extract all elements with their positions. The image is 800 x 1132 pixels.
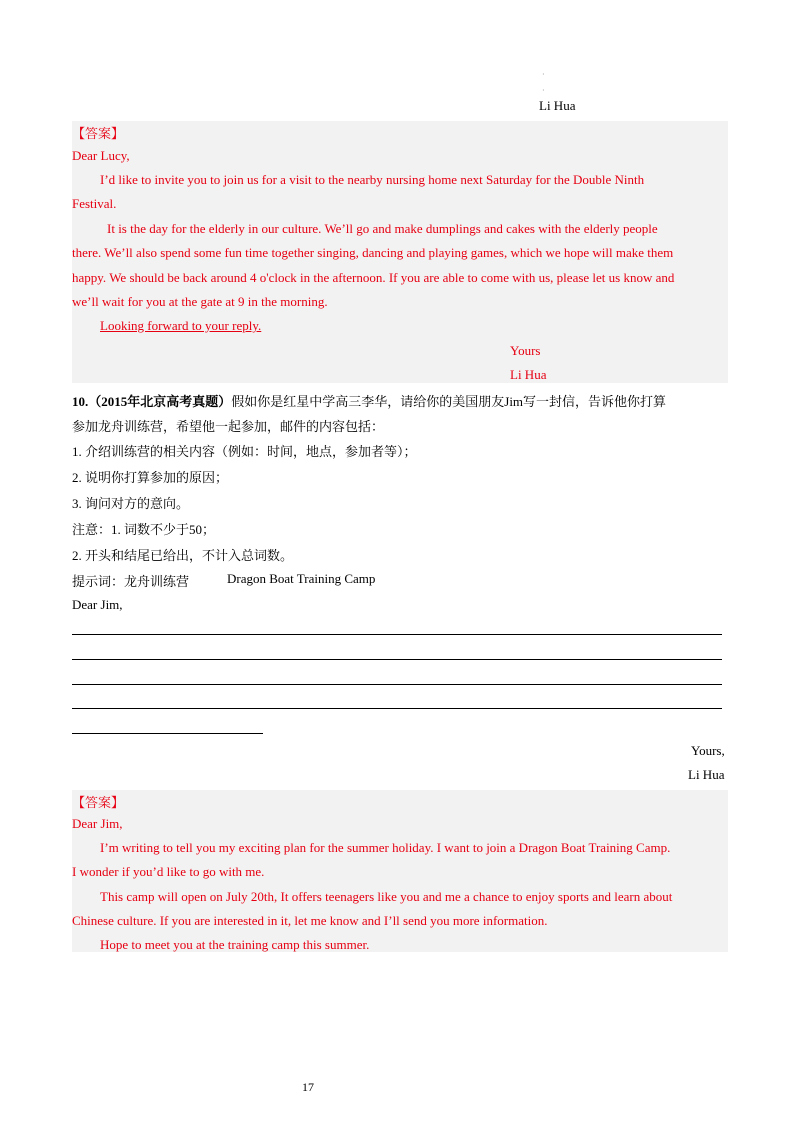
hint-label: 提示词：龙舟训练营 <box>72 574 190 589</box>
answer-closing-line: Looking forward to your reply. <box>100 318 262 333</box>
writing-line <box>72 733 263 734</box>
answer-line: This camp will open on July 20th, It offers teenagers like you and me a chance to enjoy sports and learn about <box>100 889 673 904</box>
answer-tag: 【答案】 <box>72 126 125 141</box>
answer-line: It is the day for the elderly in our culture. We’ll go and make dumplings and cakes with the elderly people <box>107 221 658 236</box>
answer-sign-off: Yours <box>510 343 541 358</box>
writing-line <box>72 634 722 635</box>
stray-mark: · <box>542 86 545 95</box>
requirement-item: 2. 说明你打算参加的原因； <box>72 470 229 485</box>
requirement-item: 3. 询问对方的意向。 <box>72 496 190 511</box>
writing-line <box>72 684 722 685</box>
answer-line: Festival. <box>72 196 117 211</box>
answer-line: I wonder if you’d like to go with me. <box>72 864 265 879</box>
question-prompt: 假如你是红星中学高三李华，请给你的美国朋友Jim写一封信，告诉他你打算 <box>231 394 667 409</box>
answer-name: Li Hua <box>510 367 547 382</box>
answer-line: there. We’ll also spend some fun time together singing, dancing and playing games, which we hope will make them <box>72 245 674 260</box>
writing-line <box>72 659 722 660</box>
stray-mark: · <box>542 70 545 79</box>
answer-line: I’m writing to tell you my exciting plan for the summer holiday. I want to join a Dragon Boat Training Camp. <box>100 840 671 855</box>
requirement-item: 1. 介绍训练营的相关内容（例如：时间，地点，参加者等）； <box>72 444 417 459</box>
hint-term: Dragon Boat Training Camp <box>227 571 376 586</box>
note-line: 2. 开头和结尾已给出，不计入总词数。 <box>72 548 294 563</box>
page-number: 17 <box>302 1080 314 1094</box>
answer-line: Chinese culture. If you are interested in it, let me know and I’ll send you more information. <box>72 913 548 928</box>
answer-tag: 【答案】 <box>72 795 125 810</box>
answer-line: I’d like to invite you to join us for a visit to the nearby nursing home next Saturday for the Double Ninth <box>100 172 645 187</box>
note-line: 注意：1. 词数不少于50； <box>72 522 216 537</box>
question-prompt-line <box>72 391 666 410</box>
prev-signature-name: Li Hua <box>539 98 576 113</box>
letter-greeting: Dear Jim, <box>72 597 123 612</box>
answer-line: happy. We should be back around 4 o'clock in the afternoon. If you are able to come with us, please let us know and <box>72 270 675 285</box>
answer-greeting: Dear Jim, <box>72 816 123 831</box>
writing-line <box>72 708 722 709</box>
answer-greeting: Dear Lucy, <box>72 148 130 163</box>
letter-sign-off: Yours, <box>691 743 725 758</box>
letter-name: Li Hua <box>688 767 725 782</box>
question-prompt-line: 参加龙舟训练营，希望他一起参加，邮件的内容包括： <box>72 419 385 434</box>
answer-line: Hope to meet you at the training camp this summer. <box>100 937 370 952</box>
question-number-source: 10.（2015年北京高考真题） <box>72 394 232 409</box>
answer-line: we’ll wait for you at the gate at 9 in the morning. <box>72 294 328 309</box>
